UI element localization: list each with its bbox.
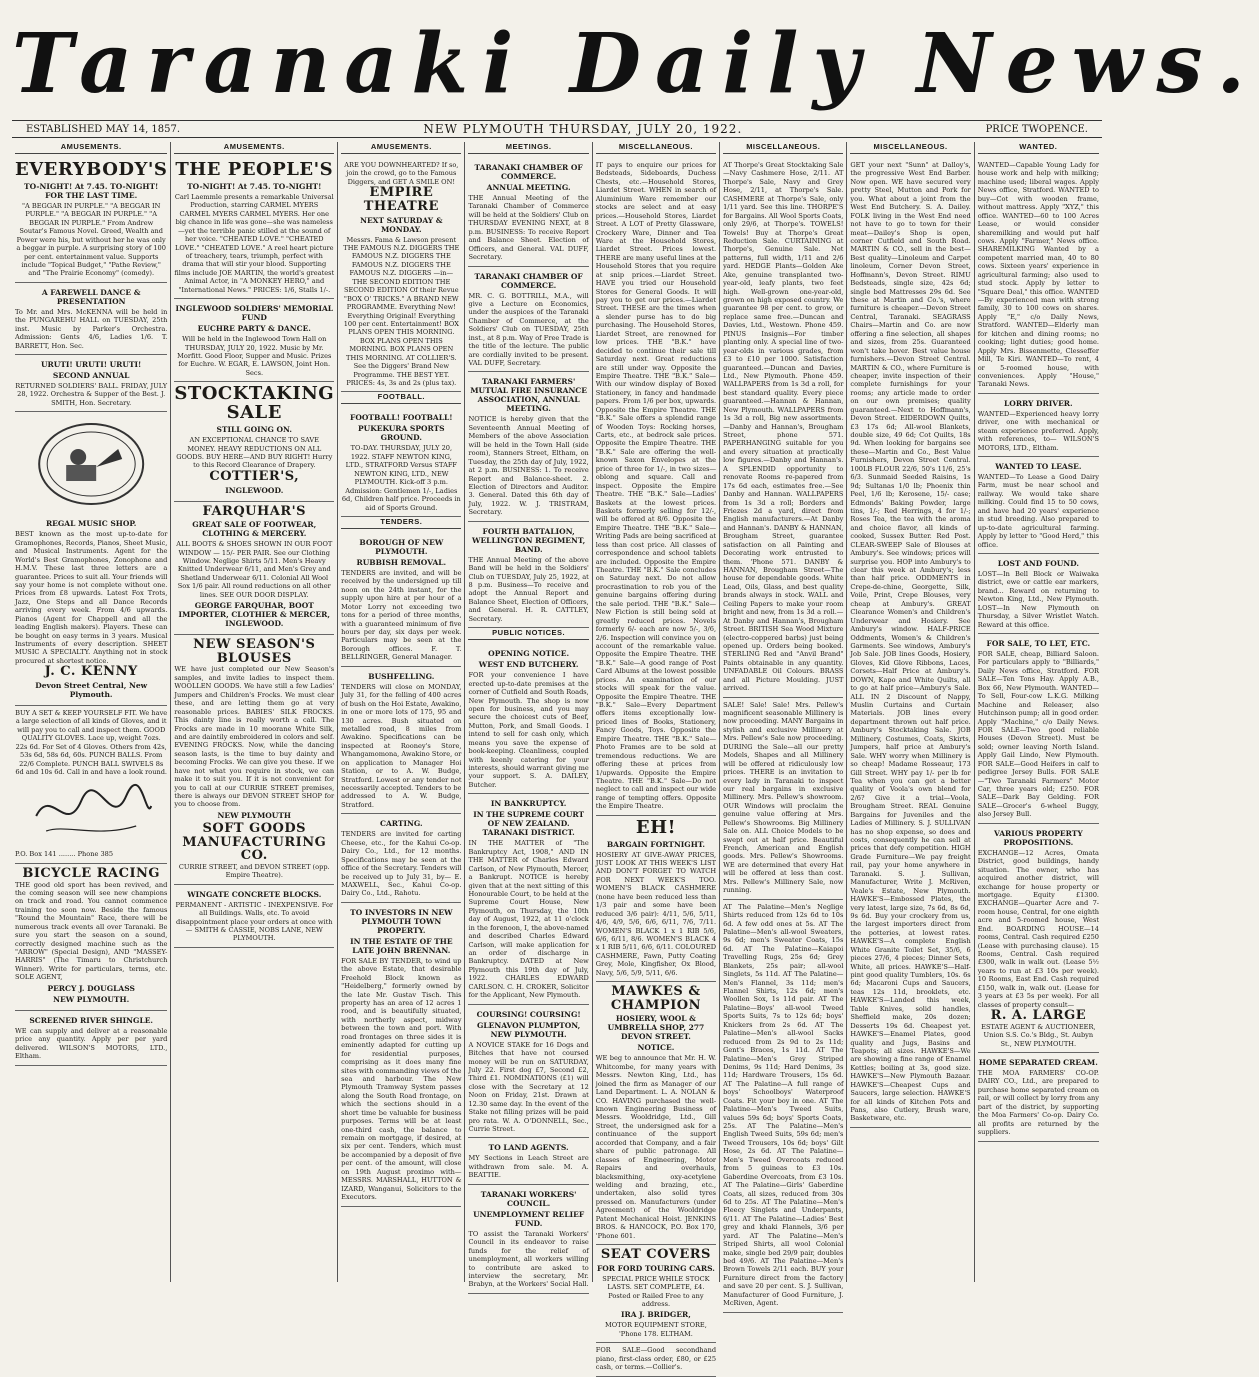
advert-body: WANTED—Experienced heavy lorry driver, one with mechanical or steam experience preferred. Apply, with references, to— WILSON'S MOTORS, LTD., Eltham. <box>977 409 1099 452</box>
advert <box>596 158 716 816</box>
section-heading: FOOTBALL. <box>341 392 461 404</box>
advert-body: AT Thorpe's Great Stocktaking Sale—Navy Cashmere Hose, 2/11. AT Thorpe's Sale, Navy and Grey Hose, 2/11, at Thorpe's Sale. CASHMERE at Thorpe's Sale, only 1/11 yard. See this line. THORPE'S for Bargains. All Wool Sports Coats, only 29/6, at Thorpe's. TOWELS! Towels! Buy at Thorpe's Great Reduction Sale. CURTAINING at Thorpe's, Genuine Sale. Net patterns, full width, 1/11 and 2/6 yard. HEDGE Plants—Golden Ake Ake, genuine transplanted two-year-old, leafy plants, two feet high. Well-grown one-year-old, grown on high exposed country. We guarantee 98 per cent. to grow, or replace same free.—Duncan and Davies, Ltd., Westown. Phone 459. PINUS Insignis—For timber planting only. A special line of two-year-olds in various grades, from £3 to £10 per 1000. Satisfaction guaranteed.—Duncan and Davies, Ltd., New Plymouth. Phone 459. WALLPAPERS from 1s 3d a roll, for best standard quality. Every piece guaranteed.—Hannan & Hannan, New Plymouth. WALLPAPERS from 1s 3d a roll, Big new assortments.—Danby and Hannan's, Brougham Street, phone 571. PAPERHANGING suitable for you and every situation at practically low figures.—Danby and Hannan's. A SPLENDID opportunity to renovate Rooms re-papered from 17s 6d each, estimates free.—See Danby and Hannan. WALLPAPERS from 1s 3d a roll; Borders and Friezes 2d a yard, direct from English manufacturers.—At Danby and Hannan's. DANBY & HANNAN, Brougham Street, guarantee satisfaction on all Painting and Decorating work entrusted to them. 'Phone 571. DANBY & HANNAN, Brougham Street—The house for dependable goods. White Lead, Oils, Glass, and best quality brands always in stock. WALL and Ceiling Papers to make your room bright and new, from 1s 3d a roll.—At Danby and Hannan's, Brougham Street. BRITISH Sea Wood Mixture (electro-coppered barbs) just being opened up. Orders being booked. STERLING Red and "Anvil Brand" Paints obtainable in any quantity. UNFADABLE Oil Colours. BRASS and all Picture Moulding. JUST arrived. <box>723 161 844 693</box>
section-heading: TENDERS. <box>341 517 461 529</box>
advert-body: CURRIE STREET, and DEVON STREET (opp. Empire Theatre). <box>178 862 330 880</box>
advert <box>468 1138 588 1184</box>
advert-title: COURSING! COURSING! <box>476 1009 581 1019</box>
advert <box>850 158 970 1128</box>
advert-subtitle: BUSHFELLING. <box>368 671 435 681</box>
advert-body: IT pays to enquire our prices for Bedsteads, Sideboards, Duchess Chests, etc.—Household Stores, Liardet Street. WHEN in search of Aluminium Ware remember our stocks are select and at easy prices.—Household Stores, Liardet Street. A LOT of Pretty Glassware, Crockery Ware, Dinner and Tea Ware at the Household Stores, Liardet Street. Prices lowest. THERE are many useful lines at the Household Stores that you require at snip prices.—Liardet Street. HAVE you tried our Household Stores for General Goods. It will pay you to get our prices.—Liardet Street. THESE are the times when a slender purse has to do big purchasing. The Household Stores, Liardet Street, are renowned for low prices. THE "B.K." have decided to continue their sale till Saturday next. Great reductions are still under way. Opposite the Empire Theatre. THE "B.K." Sale—With our window display of Boxed Stationery, in fancy and handmade papers. From 1/6 per box, upwards. Opposite the Empire Theatre. THE "B.K." Sale offers a splendid range of Wooden Toys: Rocking horses, Carts, etc., at bedrock sale prices. Opposite the Empire Theatre. THE "B.K." Sale are offering the well-known Saxon Envelopes at the price of three for 1/-, in two sizes—oblong and square. Call and inspect. Opposite the Empire Theatre. THE "B.K." Sale—Ladies' Baskets at the lowest prices. Baskets formerly selling for 12/-, will be offered at 8/6. Opposite the Empire Theatre. THE "B.K." Sale—Writing Pads are being sacrificed at less than cost price. All classes of correspondence and school tablets are included. Opposite the Empire Theatre. THE "B.K." Sale concludes on Saturday next. Do not allow procrastination to rob you of the genuine bargains offering during the sale period. THE "B.K." Sale—New Fiction is still being sold at greatly reduced prices. Novels formerly 6/- each are now 5/-, 3/6, 2/6. Inspection will convince you on account of the remarkable value. Opposite the Empire Theatre. THE "B.K." Sale—A good range of Post Card Albums at the lowest possible prices. An examination of our stocks will speak for the value. Opposite the Empire Theatre. THE "B.K." Sale—Every Department offers items exceptionally low-priced lines of Books, Stationery, Fancy Goods, Toys. Opposite the Empire Theatre. THE "B.K." Sale—Photo Frames are to be sold at tremendous reductions. We are offering these at prices from 1/upwards. Opposite the Empire Theatre. THE "B.K." Sale—Do not neglect to call and inspect our wide range of tempting offers. Opposite the Empire Theatre. <box>595 161 717 811</box>
advert-title: EVERYBODY'S <box>15 159 168 180</box>
advert-body: WE have just completed our New Season's samples, and invite ladies to inspect them. WOOLLEN GOODS. We have still a few Ladies' Jumpers and Children's Frocks. We must clear these, and are letting them go at very reasonable prices. BABIES' SILK FROCKS. This dainty line is really worth a call. The Frocks are made in 10 moorane White Silk, and are daintily embroidered in colors and self. EVENING FROCKS. Now, while the dancing season lasts, is the time to buy dainty and becoming Frocks. We can give you these. If we have not what you require in stock, we can make it to suit you. If it is not convenient for you to call at our CURRIE STREET premises, there is always our DEVON STREET SHOP for you to choose from. <box>174 665 335 809</box>
advert <box>978 1053 1099 1142</box>
advert-body: ALL BOOTS & SHOES SHOWN IN OUR FOOT WINDOW — 15/- PER PAIR. See our Clothing Window. Neglige Shirts 5/11. Men's Heavy Knitted Underwear 6/11, and Men's Grey and Shetland Underwear 6/11. Colonial All Wool Sox 1/6 pair. All round reductions on all other lines. SEE OUR DOOR DISPLAY. <box>176 540 333 599</box>
column-1 <box>12 142 171 1282</box>
advert-title: INGLEWOOD SOLDIERS' MEMORIAL FUND <box>175 304 334 323</box>
advert-subtitle: UNEMPLOYMENT RELIEF FUND. <box>473 1209 585 1228</box>
advert-body: A NOVICE STAKE for 16 Dogs and Bitches that have not coursed money will be run on SATURDAY, July 22. First dog £7, Second £2, Third £1. NOMINATIONS (£1) will close with the Secretary at 12 Noon on Friday, 21st. Drawn at 12.30 same day. In the event of the Stake not filling prizes will be paid pro rata. W. A. O'DONNELL, Sec., Currie Street. <box>468 1040 589 1133</box>
advert-body: PERMANENT - ARTISTIC - INEXPENSIVE. For all Buildings. Walls, etc. To avoid disappointment place your orders at once with— SMITH & CASSIE, NOBS LANE, NEW PLYMOUTH. <box>175 900 334 943</box>
advert <box>596 816 716 982</box>
advert-body: TO assist the Taranaki Workers' Council in its endeavor to raise funds for the relief of unemployment, all workers willing to contribute are asked to interview the secretary, Mr. Brabyn, at the Workers' Social Hall. <box>468 1229 589 1289</box>
advert-agent: R. A. LARGE <box>990 1008 1087 1024</box>
column-heading: MEETINGS. <box>468 142 588 154</box>
advert-body: THE Annual Meeting of the above Band will be held in the Soldiers' Club on TUESDAY, July 25, 1922, at 8 p.m. Business—To receive and adopt the Annual Report and Balance Sheet, Election of Officers, and General. H. R. CATTLEY, Secretary. <box>468 555 589 623</box>
signature-mark <box>15 776 167 846</box>
advert <box>468 794 588 1004</box>
advert <box>15 412 167 706</box>
advert <box>174 635 334 885</box>
advert-title: TARANAKI CHAMBER OF COMMERCE. <box>474 271 583 290</box>
advert-body: SPECIAL PRICE WHILE STOCK LASTS. SET COMPLETE, £4. Posted or Railed Free to any address. <box>602 1274 710 1308</box>
advert <box>341 903 461 1207</box>
advert-town: NEW PLYMOUTH <box>217 810 291 820</box>
advert <box>15 864 167 1011</box>
column-7 <box>847 142 974 1282</box>
column-heading: AMUSEMENTS. <box>341 142 461 154</box>
advert-title: THE PEOPLE'S <box>175 159 334 180</box>
advert-subtitle: BARGAIN FORTNIGHT. <box>606 839 706 849</box>
newspaper-title: Taranaki Daily News. <box>12 16 1259 112</box>
advert <box>15 706 167 864</box>
advert-title: TARANAKI FARMERS' MUTUAL FIRE INSURANCE ASSOCIATION, ANNUAL MEETING. <box>470 377 587 414</box>
advert <box>468 1185 588 1294</box>
advert-title: STOCKTAKING SALE <box>174 383 335 424</box>
advert-title: FOOTBALL! FOOTBALL! <box>350 413 453 423</box>
advert-body: FOR SALE—Good secondhand piano, first-class order, £80, or £25 cash, or terms.—Collier's. <box>595 1346 717 1372</box>
advert-subtitle: SECOND ANNUAL <box>52 371 130 381</box>
advert <box>468 644 588 794</box>
column-heading: AMUSEMENTS. <box>15 142 167 154</box>
advert-body: SALE! Sale! Sale! Mrs. Pellew's magnificent seasonable Millinery is now proceeding. MANY Bargains in stylish and exclusive Millinery at Mrs. Pellew's Sale now proceeding. DURING the Sale—all our pretty Models, Shapes and all Millinery will be offered at ridiculously low prices. THERE is an invitation to every lady in Taranaki to inspect our real bargains in exclusive Millinery. Mrs. Pellew's showroom. OUR Windows will proclaim the genuine value offering at Mrs. Pellew's Showrooms. Big Millinery Sale on. ALL Choice Models to be swept out at half price. Beautiful French, American and English goods. Mrs. Pellew's Showrooms. WE are determined that every Hat will be offered at less than cost. Mrs. Pellew's Millinery Sale, now running. <box>723 700 844 895</box>
advert <box>341 814 461 903</box>
advert-subtitle: GLENAVON PLUMPTON, NEW PLYMOUTH. <box>476 1020 581 1039</box>
advert <box>174 158 334 299</box>
advert <box>341 667 461 815</box>
advert-subtitle: EUCHRE PARTY & DANCE. <box>197 324 311 334</box>
advert-title: EH! <box>635 816 676 838</box>
column-8 <box>975 142 1102 1282</box>
advert-title: BICYCLE RACING <box>22 865 161 881</box>
advert-title: EMPIRE THEATRE <box>363 185 439 214</box>
column-3 <box>338 142 465 1282</box>
advert-footer: P.O. Box 141 ........ Phone 385 <box>15 850 114 859</box>
advert <box>15 1011 167 1066</box>
advert-subtitle: ANNUAL MEETING. <box>486 183 571 192</box>
column-heading: AMUSEMENTS. <box>174 142 334 154</box>
advert-body: MR. C. G. BOTTRILL, M.A., will give a Lecture on Economics, under the auspices of the Taranaki Chamber of Commerce, at the Soldiers' Club on TUESDAY, 25th inst., at 8 p.m. Way of Free Trade is the title of the lecture. The public are cordially invited to be present. VAL DUFF, Secretary. <box>468 291 589 367</box>
column-heading: MISCELLANEOUS. <box>723 142 843 154</box>
advert <box>341 533 461 667</box>
advert-subtitle: RUBBISH REMOVAL. <box>356 557 447 567</box>
advert <box>596 982 716 1245</box>
advert-subtitle: IN THE ESTATE OF THE LATE JOHN BRENNAN. <box>350 936 453 955</box>
advert-body: Messrs. Fama & Lawson present THE FAMOUS N.Z. DIGGERS THE FAMOUS N.Z. DIGGERS THE FAMOUS N.Z. DIGGERS THE FAMOUS N.Z. DIGGERS —in— THE SECOND EDITION THE SECOND EDITION Of their Revue "BOX O' TRICKS." A BRAND NEW PROGRAMME. Everything New! Everything Original! Everything 100 per cent. Entertainment! BOX PLANS OPEN THIS MORNING. BOX PLANS OPEN THIS MORNING. BOX PLANS OPEN THIS MORNING. AT COLLIER'S. See the Diggers' Brand New Programme. THE BEST YET. PRICES: 4s, 3s and 2s (plus tax). <box>343 235 460 388</box>
advert-title: IN THE SUPREME COURT OF NEW ZEALAND. TARANAKI DISTRICT. <box>473 810 585 838</box>
advert <box>341 408 461 517</box>
advert-body: Carl Laemmle presents a remarkable Universal Production, starring CARMEL MYERS CARMEL MYERS CARMEL MYERS. Her one big chance in life was gone—she was nameless—yet the terrible panic stilled at the sound of her voice. "CHEATED LOVE." "CHEATED LOVE." "CHEATED LOVE." A reel heart picture of treachery, tears, triumph, perfect with drama that will stir your blood. Supporting films include JOE MARTIN, the world's greatest Animal Actor, in "A MONKEY HERO," and "International News." PRICES: 1/6, Stalls 1/-. <box>174 192 335 294</box>
advert-subtitle: HOSIERY, WOOL & UMBRELLA SHOP, 277 DEVON STREET. <box>607 1014 705 1042</box>
advert-title: HOME SEPARATED CREAM. <box>978 1058 1098 1068</box>
column-2 <box>171 142 338 1282</box>
advert-subtitle: WEST END BUTCHERY. <box>478 660 579 670</box>
advert-subtitle: INGLEWOOD. <box>225 485 284 495</box>
column-5 <box>593 142 720 1372</box>
masthead <box>12 12 1259 116</box>
advert-body: "A BEGGAR IN PURPLE." "A BEGGAR IN PURPLE." "A BEGGAR IN PURPLE." "A BEGGAR IN PURPLE." From Andrew Soutar's Famous Novel. Greed, Wealth and Power were his, but without her he was only a beggar in purple. A surprising story of 100 per cent. entertainment value. Supports include "Topical Budget," "Pathe Review," and "The Prairie Economy" (comedy). <box>16 201 166 278</box>
advert-body: TENDERS are invited, and will be received by the undersigned up till noon on the 24th instant, for the supply upon hire at per hour of a Motor Lorry not exceeding two tons for a period of three months, with a guaranteed minimum of five hours per day, six days per week. Particulars may be seen at the Borough offices. F. T. BELLRINGER, General Manager. <box>341 568 462 662</box>
advert <box>341 158 461 392</box>
advert-subtitle: CARTING. <box>380 819 423 829</box>
advert-title: TO INVESTORS IN NEW PLYMOUTH TOWN PROPERTY. <box>350 907 453 935</box>
advert-body: WE can supply and deliver at a reasonable price any quantity. Apply per per yard delivered. WILSON'S MOTORS, LTD., Eltham. <box>15 1026 168 1061</box>
advert-title: NEW SEASON'S BLOUSES <box>193 637 316 666</box>
advert-body: AT The Palatine—Men's Neglige Shirts reduced from 12s 6d to 10s 6d. A few odd ones at 5s. AT The Palatine—Men's all-wool Sweaters, 9s 6d; men's Sweater Coats, 15s 6d. AT The Palatine—Kaiapoi Travelling Rugs, 25s 6d; Grey Blankets, 25s pair; all-wool Singlets, 5s 11d. AT The Palatine—Men's Flannel, 3s 11d; men's Flannel Shirts, 12s 6d; men's Woollen Sox, 1s 11d pair. AT The Palatine—Boys' all-wool Tweed Sports Suits, 7s to 12s 6d; boys' Knickers from 2s 6d. AT The Palatine—Men's all-wool Sacks reduced from 2s 9d to 2s 11d; Gent's Braces, 1s 11d. AT The Palatine—Men's Grey Striped Denims, 9s 11d; Hard Denims, 3s 11d; Hardware Trousers, 15s 6d. AT The Palatine—A full range of boys' Schoolboys' Waterproof Coats. Fit your boy in one. AT The Palatine—Men's Tweed Suits, values 59s 6d; boys' Sports Coats, 25s. AT The Palatine—Men's English Tweed Suits, 59s 6d; men's Tweed Trousers, 10s 6d; boys' Gilt Hose, 2s 6d. AT The Palatine—Men's Tweed Overcoats reduced from 5 guineas to £3 10s. Gaberdine Overcoats, from £3 10s. AT The Palatine—Girls' Gaberdine Coats, all sizes, reduced from 30s 6d to 25s. AT The Palatine—Men's Fleecy Singlets and Underpants, 6/11. AT The Palatine—Ladies' Best grey and khaki Flannels, 3/6 per yard. AT The Palatine—Men's Striped Shirts, all wool Colonial make, single bed 29/9 pair, doubles bed 49/6. AT The Palatine—Men's Brown Towels 2/11 each. BUY your Furniture direct from the factory and save 20 per cent. S. J. Sullivan, Manufacturer of Good Furniture, J. McRiven, Agent. <box>723 902 844 1308</box>
his-masters-voice-ornament <box>15 419 167 509</box>
advert <box>723 900 843 1313</box>
advert <box>15 283 167 355</box>
advert <box>174 299 334 382</box>
advert-title: FOR SALE, TO LET, ETC. <box>986 639 1091 648</box>
advert <box>978 824 1099 1053</box>
advert-body: AN EXCEPTIONAL CHANCE TO SAVE MONEY. HEAVY REDUCTIONS ON ALL GOODS. BUY HERE—AND BUY RIGHT! Hurry to this Record Clearance of Drapery. <box>176 436 333 470</box>
advert-subtitle: STILL GOING ON. <box>216 425 293 435</box>
advert-title: VARIOUS PROPERTY PROPOSITIONS. <box>993 828 1083 847</box>
advert <box>468 522 588 629</box>
advert-subtitle: NEXT SATURDAY & MONDAY. <box>360 215 443 234</box>
advert <box>978 394 1099 457</box>
column-heading: MISCELLANEOUS. <box>850 142 970 154</box>
advert-title: LORRY DRIVER. <box>1004 398 1073 408</box>
advert-body: FOR SALE BY TENDER, to wind up the above Estate, that desirable Freehold Block known as "Heidelberg," formerly owned by the late Mr. Gustav Tisch. This property has an area of 12 acres 1 rood, and is beautifully situated, with northerly aspect, midway between the town and port. With road frontages on three sides it is eminently adapted for cutting up for residential purposes, comprising as it does many fine sites with commanding views of the sea and harbour. The New Plymouth Tramway System passes along the South Road frontage, on which the sections should in a short time be valuable for business purposes. Terms will be at least one-third cash, the balance to remain on mortgage, if desired, at six per cent. Tenders, which must be accompanied by a deposit of five per cent. of the amount, will close on 19th August proximo with— MESSRS. MARSHALL, HUTTON & IZARD, Wanganui, Solicitors to the Executors. <box>341 956 462 1202</box>
advert-body: LOST—In Bell Block or Waiwaka district, ewe or cattle ear markers, brand... Reward on returning to Newton King, Ltd., New Plymouth. LOST—In New Plymouth on Thursday, a Silver Wristlet Watch. Reward at this office. <box>977 569 1099 629</box>
advert <box>978 457 1099 554</box>
advert-subtitle: IN BANKRUPTCY. <box>490 799 567 809</box>
advert-body: THE good old sport has been revived, and the coming season will see new champions on track and road. You cannot commence training too soon now. Beside the famous "Round the Mountain" Race, there will be numerous track events all over Taranaki. Be sure you start the season on a sound, correctly designed machine such as the "ARROW" (Special Design), AND "MASSEY-HARRIS" (The Timaru to Christchurch Winner). Write for particulars, terms, etc. SOLE AGENT, <box>15 880 168 982</box>
advert-title: A FAREWELL DANCE & PRESENTATION <box>41 287 141 306</box>
advert-subtitle: Devon Street Central, New Plymouth. <box>35 680 148 699</box>
advert <box>978 554 1099 634</box>
advert <box>15 355 167 412</box>
advert <box>978 634 1099 824</box>
advert-subtitle: TO LAND AGENTS. <box>488 1143 569 1153</box>
advert-subtitle: GREAT SALE OF FOOTWEAR, CLOTHING & MERCERY. <box>192 520 317 539</box>
page-columns <box>12 142 1102 1372</box>
advert-title: WINGATE CONCRETE BLOCKS. <box>187 889 322 899</box>
advert-subtitle: FOR FORD TOURING CARS. <box>596 1263 715 1273</box>
column-heading: WANTED. <box>978 142 1099 154</box>
advert <box>468 372 588 521</box>
advert-body: THE Annual Meeting of the Taranaki Chamber of Commerce will be held at the Soldiers' Club on THURSDAY EVENING NEXT, at 8 p.m. BUSINESS: To receive Report and Balance Sheet. Election of Officers, and General. VAL DUFF, Secretary. <box>468 194 589 262</box>
advert-title: SCREENED RIVER SHINGLE. <box>29 1015 154 1025</box>
advert <box>978 158 1099 394</box>
advert <box>468 1005 588 1139</box>
advert <box>174 382 334 501</box>
advert-title: SOFT GOODS MANUFACTURING CO. <box>182 820 327 864</box>
issue-date: NEW PLYMOUTH THURSDAY, JULY 20, 1922. <box>423 122 743 136</box>
advert-title: REGAL MUSIC SHOP. <box>45 519 137 529</box>
advert-town: NEW PLYMOUTH. <box>53 994 130 1004</box>
notice-heading: NOTICE. <box>637 1043 675 1053</box>
advert-title: MAWKES & CHAMPION <box>610 984 702 1013</box>
advert-body: HOSIERY AT GIVE-AWAY PRICES, JUST LOOK AT THIS WEEK'S LIST AND DON'T FORGET TO WATCH FOR NEXT WEEK'S TOO. WOMEN'S BLACK CASHMERE (none have been reduced less than 1/3 pair and some have been reduced 3/6 pair): 4/11, 5/6, 5/11, 4/6, 4/9, 5/6, 6/6, 6/11, 7/6, 7/11. WOMEN'S BLACK 1 x 1 RIB 5/6, 6/6, 6/11, 8/6. WOMEN'S BLACK 4 x 1 RIB 5/11, 6/6, 6/11. COLOURED CASHMERE, Fawn, Putty Coating Grey, Mole, Kingfisher, Ox Blood, Navy, 5/6, 5/9, 5/11, 6/6. <box>595 850 717 977</box>
advert-title: BOROUGH OF NEW PLYMOUTH. <box>359 537 444 556</box>
advert-title: URUTI! URUTI! URUTI! <box>41 360 142 370</box>
advert-body: FOR SALE, cheap, Billiard Saloon. For particulars apply to "Billiards," Daily News office, Stratford. FOR SALE—Ten Tons Hay. Apply A.B., Box 66, New Plymouth. WANTED—To Sell, Four-cow L.K.G. Milking Machine and Releaser, also Hutchinson pump; all in good order. Apply "Machine," c/o Daily News. FOR SALE—Two good reliable Houses (Devon Street). Must be sold; owner leaving North Island. Apply Gail Lindo, New Plymouth. FOR SALE—Good Heifers in calf to pedigree Jersey Bulls. FOR SALE—"Two Taranaki Farmers" Motor Car, three years old; £250. FOR SALE—Dark Bay Gelding. FOR SALE—Grocer's 6-wheel Buggy, also Jersey Bull. <box>977 650 1099 819</box>
advert-body: BUY A SET & KEEP YOURSELF FIT. We have a large selection of all kinds of Gloves, and it will pay you to call and inspect them. GOOD QUALITY GLOVES. Lace up, weight 7ozs. 22s 6d. For Set of 4 Gloves. Others from 42s, 53s 6d, 58s 6d, 60s. PUNCH BALLS. From 22/6 Complete. PUNCH BALL SWIVELS 8s 6d and 10s 6d. Call in and have a look round. <box>15 708 168 777</box>
advert-body: BEST known as the most up-to-date for Gramophones, Records, Pianos, Sheet Music, and Musical Instruments. Agent for the World's Best Gramophones, Zonophone and H.M.V. These last three letters are a guarantee. Prices to suit all. Your friends will say your home is not complete without one. Prices from £8 upwards. Latest Fox Trots, Jazz, One Steps and all Dance Records arriving every week. From 4/6 upwards. Pianos (Agent for Chappell and all the leading English makers). Players. These can be bought on easy terms in 3 years. Musical Instruments of every description. SHEET MUSIC A SPECIALTY. Anything not in stock procured at shortest notice. <box>15 530 168 665</box>
advert-agent: PERCY J. DOUGLASS <box>47 983 135 993</box>
column-heading: MISCELLANEOUS. <box>596 142 716 154</box>
advert-body: RETURNED SOLDIERS' BALL. FRIDAY, JULY 28, 1922. Orchestra & Supper of the Best. J. SMITH, Hon. Secretary. <box>15 382 168 407</box>
advert-body: THE MOA FARMERS' CO-OP. DAIRY CO., Ltd., are prepared to purchase home separated cream on rail, or will collect by lorry from any part of the district, by supporting the Moa Farmers' Co-op. Dairy Co. all profits are returned by the suppliers. <box>977 1069 1099 1137</box>
advert-body: FOR your convenience I have erected up-to-date premises at the corner of Cutfield and South Roads, New Plymouth. The shop is now open for business, and you may secure the choicest cuts of Beef, Mutton, Pork, and Small Goods. I intend to sell for cash only, which means you save the expense of book-keeping. Cleanliness, coupled with keenly catering for your interests, should warrant giving me your support. S. A. DAILEY, Butcher. <box>468 671 589 789</box>
advert-title: TARANAKI CHAMBER OF COMMERCE. <box>474 163 583 181</box>
advert <box>468 267 588 373</box>
column-4 <box>465 142 592 1289</box>
advert-body: To Mr. and Mrs. McKENNA will be held in the PUNGAREHU HALL on TUESDAY, 25th inst. Music by Parker's Orchestra. Admission: Gents 4/6, Ladies 1/6. T. BARRETT, Hon. Sec. <box>15 307 168 350</box>
advert <box>596 1245 716 1343</box>
advert-intro: ARE YOU DOWNHEARTED? If so, join the crowd, go to the Famous Diggers, and GET A SMILE ON! <box>344 161 459 186</box>
advert-title: SEAT COVERS <box>600 1247 711 1263</box>
advert-body: MY Sections in Leach Street are withdrawn from sale. M. A. BEATTIE. <box>468 1154 589 1180</box>
price-text: PRICE TWOPENCE. <box>985 123 1088 135</box>
advert <box>723 698 843 900</box>
advert <box>174 885 334 948</box>
advert-title: J. C. KENNY <box>44 664 138 680</box>
advert-body: GET your next "Sunn" at Dalloy's, the progressive West End Barber. Now open. WE have secured very pretty Steel, Mutton and Pork for you. What about a joint from the West End Butchery. S. A. Dailey. FOLK living in the West End need not have to go to town for their meat—Dailey's Shop is open, corner Cutfield and South Road. MARTIN & CO., sell in the best—Best quality—Linoleum and Carpet linoleum, Corner Devon Street, Hoffmann's, Devon Street. RIMU Bedsteads, single size, 42s 6d; single bed Mattresses 29s 6d. See these at Martin and Co.'s, where furniture is cheaper.—Devon Street Central, Taranaki. SEAGRASS Chairs—Martin and Co. are now offering a fine selection, all shapes and sizes, from 25s. Guaranteed won't take hover. Best value house furnishers.—Devon Street Central. MARTIN & CO., where Furniture is cheaper, invite inspection of their complete furnishings for your rooms; any article made to order on our own premises; quality guaranteed.—Next to Hoffmann's, Devon Street. EIDERDOWN Quilts, £3 17s 6d; All-wool Blankets, double size, 49 6d; Cot Quilts, 18s 9d. When looking for bargains see these—Martin and Co., Best Value Furnishers, Devon Street Central. 100LB FLOUR 22/6, 50's 11/6, 25's 6/3. Sunmaid Seeded Raisins, 1s 9d; Sultanas 1/0 lb; Phoenix thin Peel, 1/6 lb; Kerosene, 15/- case; Edmonds' Baking Powder, large tins, 1/-; Red Herrings, 4 for 1/-; Roses Tea, the tea with the aroma and choice flavor, all kinds of cooked, Sussex Butter. Red Post. CLEAR-SWEEP Sale of Blouses at Ambury's. See windows; prices will surprise you. HOP into Ambury's to clear this week at Ambury's; less than half price. ODDMENTS in Crepe-de-chine, Georgette, Silk, Voile, Print, Crepe Blouses, very cheap at Ambury's. GREAT Clearance Women's and Children's Underwear and Hosiery. See Ambury's window. HALF-PRICE Oddments, Women's & Children's Garments. See windows, Ambury's Job Sale. JOB lines Goods, Hosiery, Gloves, Kid Glove Ribbons, Laces, Corsets—Half Price at Ambury's. DOWN, Kapo and White Quilts, all to go at half price—Ambury's Sale. ALL IN 2 Discount of Nappy, Muslin Curtains and Curtain Materials. JOB lines every department thrown out half price. Ambury's Stocktaking Sale. JOB Millinery, Costumes, Coats, Skirts, Jumpers, half price at Ambury's Sale. WHY worry when Millinery is so cheap! Madame Rosseaur, 173 Gill Street. WHY pay 1/- per lb for Tea when you can get a better quality of Voola's own blend for 2/6? Give it a trial—Voola, Brougham Street. REAL Genuine Bargains for Juveniles and the Ladies of Millinery. S. J. SULLIVAN has no shop expense, so does and costs, consequently he can sell at prices that defy competition. HIGH Grade Furniture—We pay freight rail, pay your home anywhere in Taranaki. S. J. Sullivan, Manufacturer, Write J. McRiven, Veale's Estate, New Plymouth. HAWKE'S—Embossed Plates, the very latest, large size, 7s 6d, 8s 6d, 9s 6d. Buy your crockery from us, the largest importers direct from the potteries, at lowest rates. HAWKE'S—A complete English White Granite Toilet Set, 35/6, 6 pieces 27/6, 4 pieces; Dinner Sets, White, all prices. HAWKE'S—Half-pint good quality Tumblers, 10s. 6s 6d; Macaroni Cups and Saucers, teas 12s 11d, brooklets, etc. HAWKE'S—Landed this week, Table Knives, solid handles, Sheffield make, 20s dozen; Desserts 19s 6d. Cheapest yet. HAWKE'S—Enamel Plates, good quality and Jugs, Basins and Teapots; all sizes. HAWKE'S—We are showing a fine range of Enamel Kettles; boiling at 3s, good size. HAWKE'S—New Plymouth Bazaar. HAWKE'S—Cheapest Cups and Saucers, large selection. HAWKE'S for all kinds of Kitchen Pots and Pans, also Cutlery, Brush ware, Basketware, etc. <box>850 161 971 1123</box>
advert-body: IN THE MATTER of "The Bankruptcy Act, 1908," AND IN THE MATTER of Charles Edward Carlson, of New Plymouth, Mercer, a Bankrupt. NOTICE is hereby given that at the next sitting of this Honourable Court, to be held at the Supreme Court House, New Plymouth, on Thursday, the 10th day of August, 1922, at 11 o'clock in the forenoon, I, the above-named and described Charles Edward Carlson, will make application for an order of discharge in Bankruptcy. DATED at New Plymouth this 19th day of July, 1922. CHARLES EDWARD CARLSON. C. H. CROKER, Solicitor for the Applicant, New Plymouth. <box>468 839 589 1000</box>
advert-title: WANTED TO LEASE. <box>995 462 1082 471</box>
advert <box>596 1343 716 1376</box>
advert-body: NOTICE is hereby given that the Seventeenth Annual Meeting of Members of the above Association will be held in the Town Hall (side room), Stanners Street, Eltham, on Tuesday, the 25th day of July, 1922, at 2 p.m. BUSINESS: 1. To receive Report and Balance-sheet. 2. Election of Directors and Auditor. 3. General. Dated this 6th day of July, 1922. W. J. TRISTRAM, Secretary. <box>468 415 589 517</box>
advert-subtitle: TO-NIGHT! At 7.45. TO-NIGHT! <box>187 181 322 191</box>
advert-title: COTTIER'S, <box>209 468 300 484</box>
advert-title: FOURTH BATTALION, WELLINGTON REGIMENT, BAND. <box>472 526 586 554</box>
advert-body: TO-DAY. THURSDAY, JULY 20, 1922. STAFF NEWTON KING, LTD., STRATFORD Versus STAFF NEWTON KING, LTD., NEW PLYMOUTH. Kick-off 3 p.m. Admission: Gentlemen 1/-, Ladies 6d, Children half price. Proceeds in aid of Sports Ground. <box>341 444 461 512</box>
advert-footer: ESTATE AGENT & AUCTIONEER, Union S.S. Co.'s Bldg., St. Aubyn St., NEW PLYMOUTH. <box>981 1022 1096 1048</box>
established-text: ESTABLISHED MAY 14, 1857. <box>26 123 181 135</box>
advert-body: TENDERS are invited for carting Cheese, etc., for the Kahui Co-op. Dairy Co., Ltd., for 12 months. Specifications may be seen at the office of the Secretary. Tenders will be received up to July 31, by— E. MAXWELL, Sec., Kahui Co-op. Dairy Co., Ltd., Rahotu. <box>341 830 462 898</box>
dateline-bar <box>12 120 1102 138</box>
advert <box>723 158 843 698</box>
advert-title: FARQUHAR'S <box>202 503 307 519</box>
advert-subtitle: PUKEKURA SPORTS GROUND. <box>358 424 445 443</box>
advert-body: TENDERS will close on MONDAY, July 31, for the felling of 400 acres of bush on the Hoi Estate, Awakino, in one or more lots of 175, 95 and 130 acres. Bush situated on metalled road, 8 miles from Awakino. Specifications can be inspected at Rooney's Store, Whangamomona, Awakino Store, or on application to Manager Hoi Station, or to A. W. Budge, Stratford. Lowest or any tender not necessarily accepted. Tenders to be addressed to A. W. Budge, Stratford. <box>341 682 462 809</box>
advert-title: OPENING NOTICE. <box>488 649 570 659</box>
column-6 <box>720 142 847 1308</box>
advert-body: WANTED—To Lease a Good Dairy Farm, must be near school and railway. We would take share milking. Could find 15 to 50 cows, and have had 20 years' experience in stud breeding. Also prepared to up-to-date agricultural farming. Apply by letter to "Good Herd," this office. <box>977 473 1099 549</box>
advert-footer: GEORGE FARQUHAR, BOOT IMPORTER, CLOTHIER & MERCER, INGLEWOOD. <box>178 601 331 629</box>
advert-body: WANTED—Capable Young Lady for house work and help with milking; machine used; liberal wages. Apply News office, Stratford. WANTED to buy—Cot with wooden frame, without mattress. Apply "XYZ," this office. WANTED—60 to 100 Acres Lease, or would consider sharemilking and would put half cows. Apply "Farmer," News office. SHAREMILKING Wanted by a competent married man, 40 to 80 cows. Sixteen years' experience in agricultural farming; also used to stud stock. Apply by letter to "Square Deal," this office. WANTED—By experienced man with strong family, 30 to 100 cows on shares. Apply "E," c/o Daily News, Stratford. WANTED—Elderly man for kitchen and dining rooms; no cooking; light duties; good home. Apply Mrs. Bissenmette, Clesseffer Mill, Te Kiri. WANTED—To rent, 4 or 5-roomed house, with conveniences. Apply "House," Taranaki News. <box>977 161 1099 389</box>
advert-subtitle: TO-NIGHT! At 7.45. TO-NIGHT! FOR THE LAST TIME. <box>24 181 159 200</box>
advert-agent: IRA J. BRIDGER, <box>620 1310 691 1320</box>
advert-body: Will be held in the Inglewood Town Hall on THURSDAY, JULY 20, 1922. Music by Mr. Morfitt. Good Floor, Supper and Music. Prizes for Euchre. W. EGAR, E. LAWSON, Joint Hon. Secs. <box>177 335 332 377</box>
advert-title: LOST AND FOUND. <box>997 558 1079 568</box>
section-heading: PUBLIC NOTICES. <box>468 628 588 640</box>
advert <box>174 502 334 636</box>
advert-body: EXCHANGE—12 Acres, Omata District, good buildings, handy situation. The owner, who has acquired another district, will exchange for house property or mortgage. Equity £1300. EXCHANGE—Quarter Acre and 7-room house, Central, for one eighth acre and 5-roomed house, West End. BOARDING HOUSE—14 rooms, Central. Cash required £250 (Lease with purchasing clause). 15 Rooms, Central. Cash required £300, walk in walk out. (Lease 5½ years to run at £3 10s per week). 10 Rooms, East End. Cash required £150, walk in, walk out. (Lease for 3 years at £3 5s per week). For all classes of property consult— <box>977 848 1099 1009</box>
advert-title: TARANAKI WORKERS' COUNCIL. <box>480 1189 577 1208</box>
advert-footer: MOTOR EQUIPMENT STORE, 'Phone 178. ELTHAM. <box>604 1321 707 1338</box>
advert-body: WE beg to announce that Mr. H. W. Whitcombe, for many years with Messrs. Newton King, Ltd., has joined the firm as Manager of our Land Department. L. A. NOLAN & CO. HAVING purchased the well-known Engineering Business of Messrs. Wooldridge, Ltd., Gill Street, the undersigned ask for a continuance of the support accorded that Company, and a fair share of public patronage. All classes of Engineering, Motor Repairs and overhauls, blacksmithing, oxy-acetylene welding and brazing, etc., undertaken, also solid tyres pressed on. Manufacturers (under Agreement) of the Wooldridge Patent Mechanical Hoist. JENKINS BROS. & HANCOCK, P.O. Box 170, 'Phone 601. <box>595 1054 717 1240</box>
advert <box>468 158 588 267</box>
advert <box>15 158 167 283</box>
